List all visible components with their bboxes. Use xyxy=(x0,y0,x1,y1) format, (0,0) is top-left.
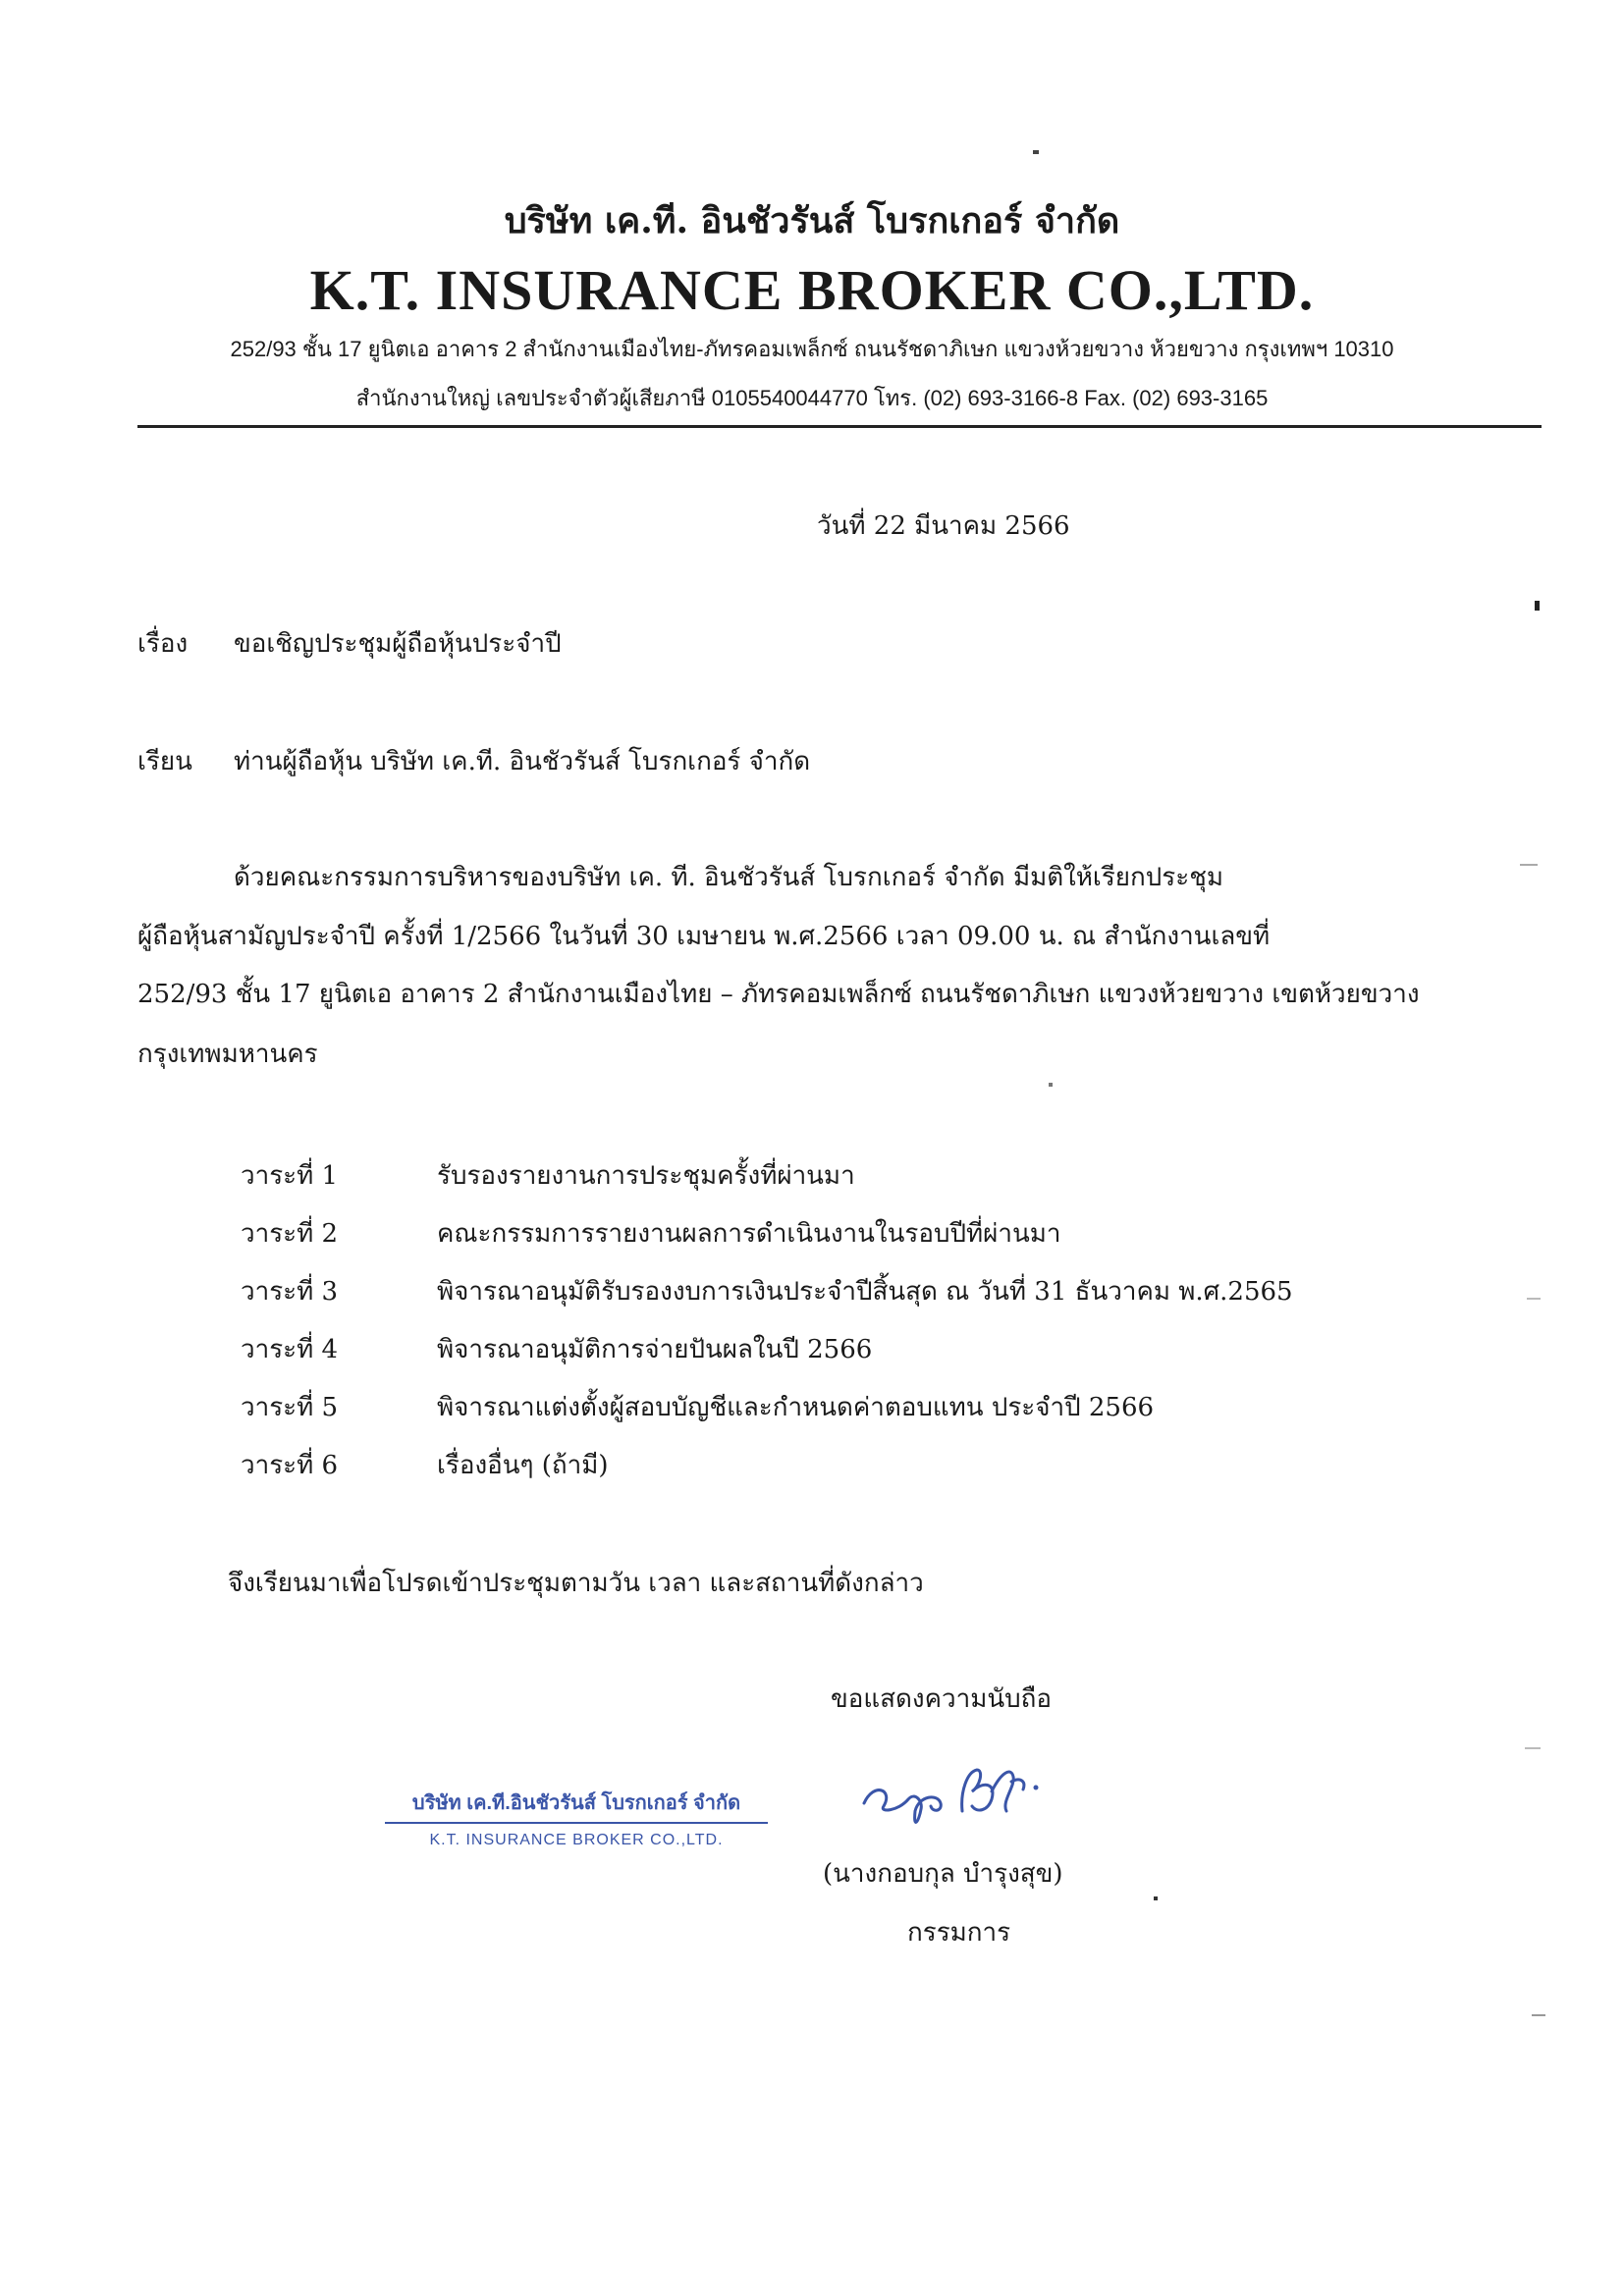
agenda-number: วาระที่ 6 xyxy=(241,1451,339,1480)
company-name-english: K.T. INSURANCE BROKER CO.,LTD. xyxy=(309,258,1315,322)
handwritten-signature xyxy=(854,1752,1080,1836)
body-line-2: ผู้ถือหุ้นสามัญประจำปี ครั้งที่ 1/2566 ในวันที่ 30 เมษายน พ.ศ.2566 เวลา 09.00 น. ณ สำนักงานเลขที่ xyxy=(137,922,1271,951)
company-tax-contact: สำนักงานใหญ่ เลขประจำตัวผู้เสียภาษี 0105540044770 โทร. (02) 693-3166-8 Fax. (02) 693-3165 xyxy=(355,386,1269,410)
scan-speck xyxy=(1154,1896,1158,1900)
agenda-number: วาระที่ 1 xyxy=(241,1161,339,1191)
header-divider xyxy=(137,425,1542,428)
recipient-label: เรียน xyxy=(137,747,192,776)
agenda-text: พิจารณาอนุมัติการจ่ายปันผลในปี 2566 xyxy=(437,1335,873,1364)
scan-speck xyxy=(1532,2014,1545,2016)
agenda-text: รับรองรายงานการประชุมครั้งที่ผ่านมา xyxy=(437,1161,855,1191)
scan-speck xyxy=(1525,1747,1541,1749)
scan-speck xyxy=(1520,864,1538,866)
stamp-company-thai: บริษัท เค.ที.อินชัวรันส์ โบรกเกอร์ จำกัด xyxy=(385,1787,768,1824)
signer-name: (นางกอบกุล บำรุงสุข) xyxy=(823,1859,1063,1889)
regards-text: ขอแสดงความนับถือ xyxy=(831,1684,1052,1714)
signer-title: กรรมการ xyxy=(907,1918,1011,1948)
subject-text: ขอเชิญประชุมผู้ถือหุ้นประจำปี xyxy=(234,629,562,659)
subject-label: เรื่อง xyxy=(137,629,189,659)
scan-speck xyxy=(1527,1298,1541,1300)
body-line-4: กรุงเทพมหานคร xyxy=(137,1040,318,1069)
agenda-number: วาระที่ 4 xyxy=(241,1335,339,1364)
agenda-number: วาระที่ 5 xyxy=(241,1393,339,1422)
company-address: 252/93 ชั้น 17 ยูนิตเอ อาคาร 2 สำนักงานเมืองไทย-ภัทรคอมเพล็กซ์ ถนนรัชดาภิเษก แขวงห้วยขวาง ห้วยขวาง กรุงเทพฯ 10310 xyxy=(230,337,1394,361)
scan-speck xyxy=(1535,601,1540,611)
agenda-text: พิจารณาแต่งตั้งผู้สอบบัญชีและกำหนดค่าตอบแทน ประจำปี 2566 xyxy=(437,1393,1155,1422)
agenda-text: พิจารณาอนุมัติรับรองงบการเงินประจำปีสิ้นสุด ณ วันที่ 31 ธันวาคม พ.ศ.2565 xyxy=(437,1277,1293,1307)
company-name-thai: บริษัท เค.ที. อินชัวรันส์ โบรกเกอร์ จำกัด xyxy=(504,200,1120,241)
agenda-number: วาระที่ 2 xyxy=(241,1219,339,1249)
agenda-text: เรื่องอื่นๆ (ถ้ามี) xyxy=(437,1451,609,1480)
body-line-3: 252/93 ชั้น 17 ยูนิตเอ อาคาร 2 สำนักงานเมืองไทย – ภัทรคอมเพล็กซ์ ถนนรัชดาภิเษก แขวงห้วยขวาง เขตห้วยขวาง xyxy=(137,980,1420,1009)
agenda-number: วาระที่ 3 xyxy=(241,1277,339,1307)
letter-date: วันที่ 22 มีนาคม 2566 xyxy=(817,511,1070,541)
company-stamp xyxy=(385,1787,768,1849)
closing-line: จึงเรียนมาเพื่อโปรดเข้าประชุมตามวัน เวลา และสถานที่ดังกล่าว xyxy=(228,1569,924,1598)
stamp-company-english: K.T. INSURANCE BROKER CO.,LTD. xyxy=(429,1832,724,1848)
agenda-text: คณะกรรมการรายงานผลการดำเนินงานในรอบปีที่ผ่านมา xyxy=(437,1219,1061,1249)
scan-speck xyxy=(1049,1083,1053,1087)
body-line-1: ด้วยคณะกรรมการบริหารของบริษัท เค. ที. อินชัวรันส์ โบรกเกอร์ จำกัด มีมติให้เรียกประชุม xyxy=(234,863,1223,892)
recipient-text: ท่านผู้ถือหุ้น บริษัท เค.ที. อินชัวรันส์ โบรกเกอร์ จำกัด xyxy=(234,747,811,776)
scan-speck xyxy=(1033,150,1039,154)
